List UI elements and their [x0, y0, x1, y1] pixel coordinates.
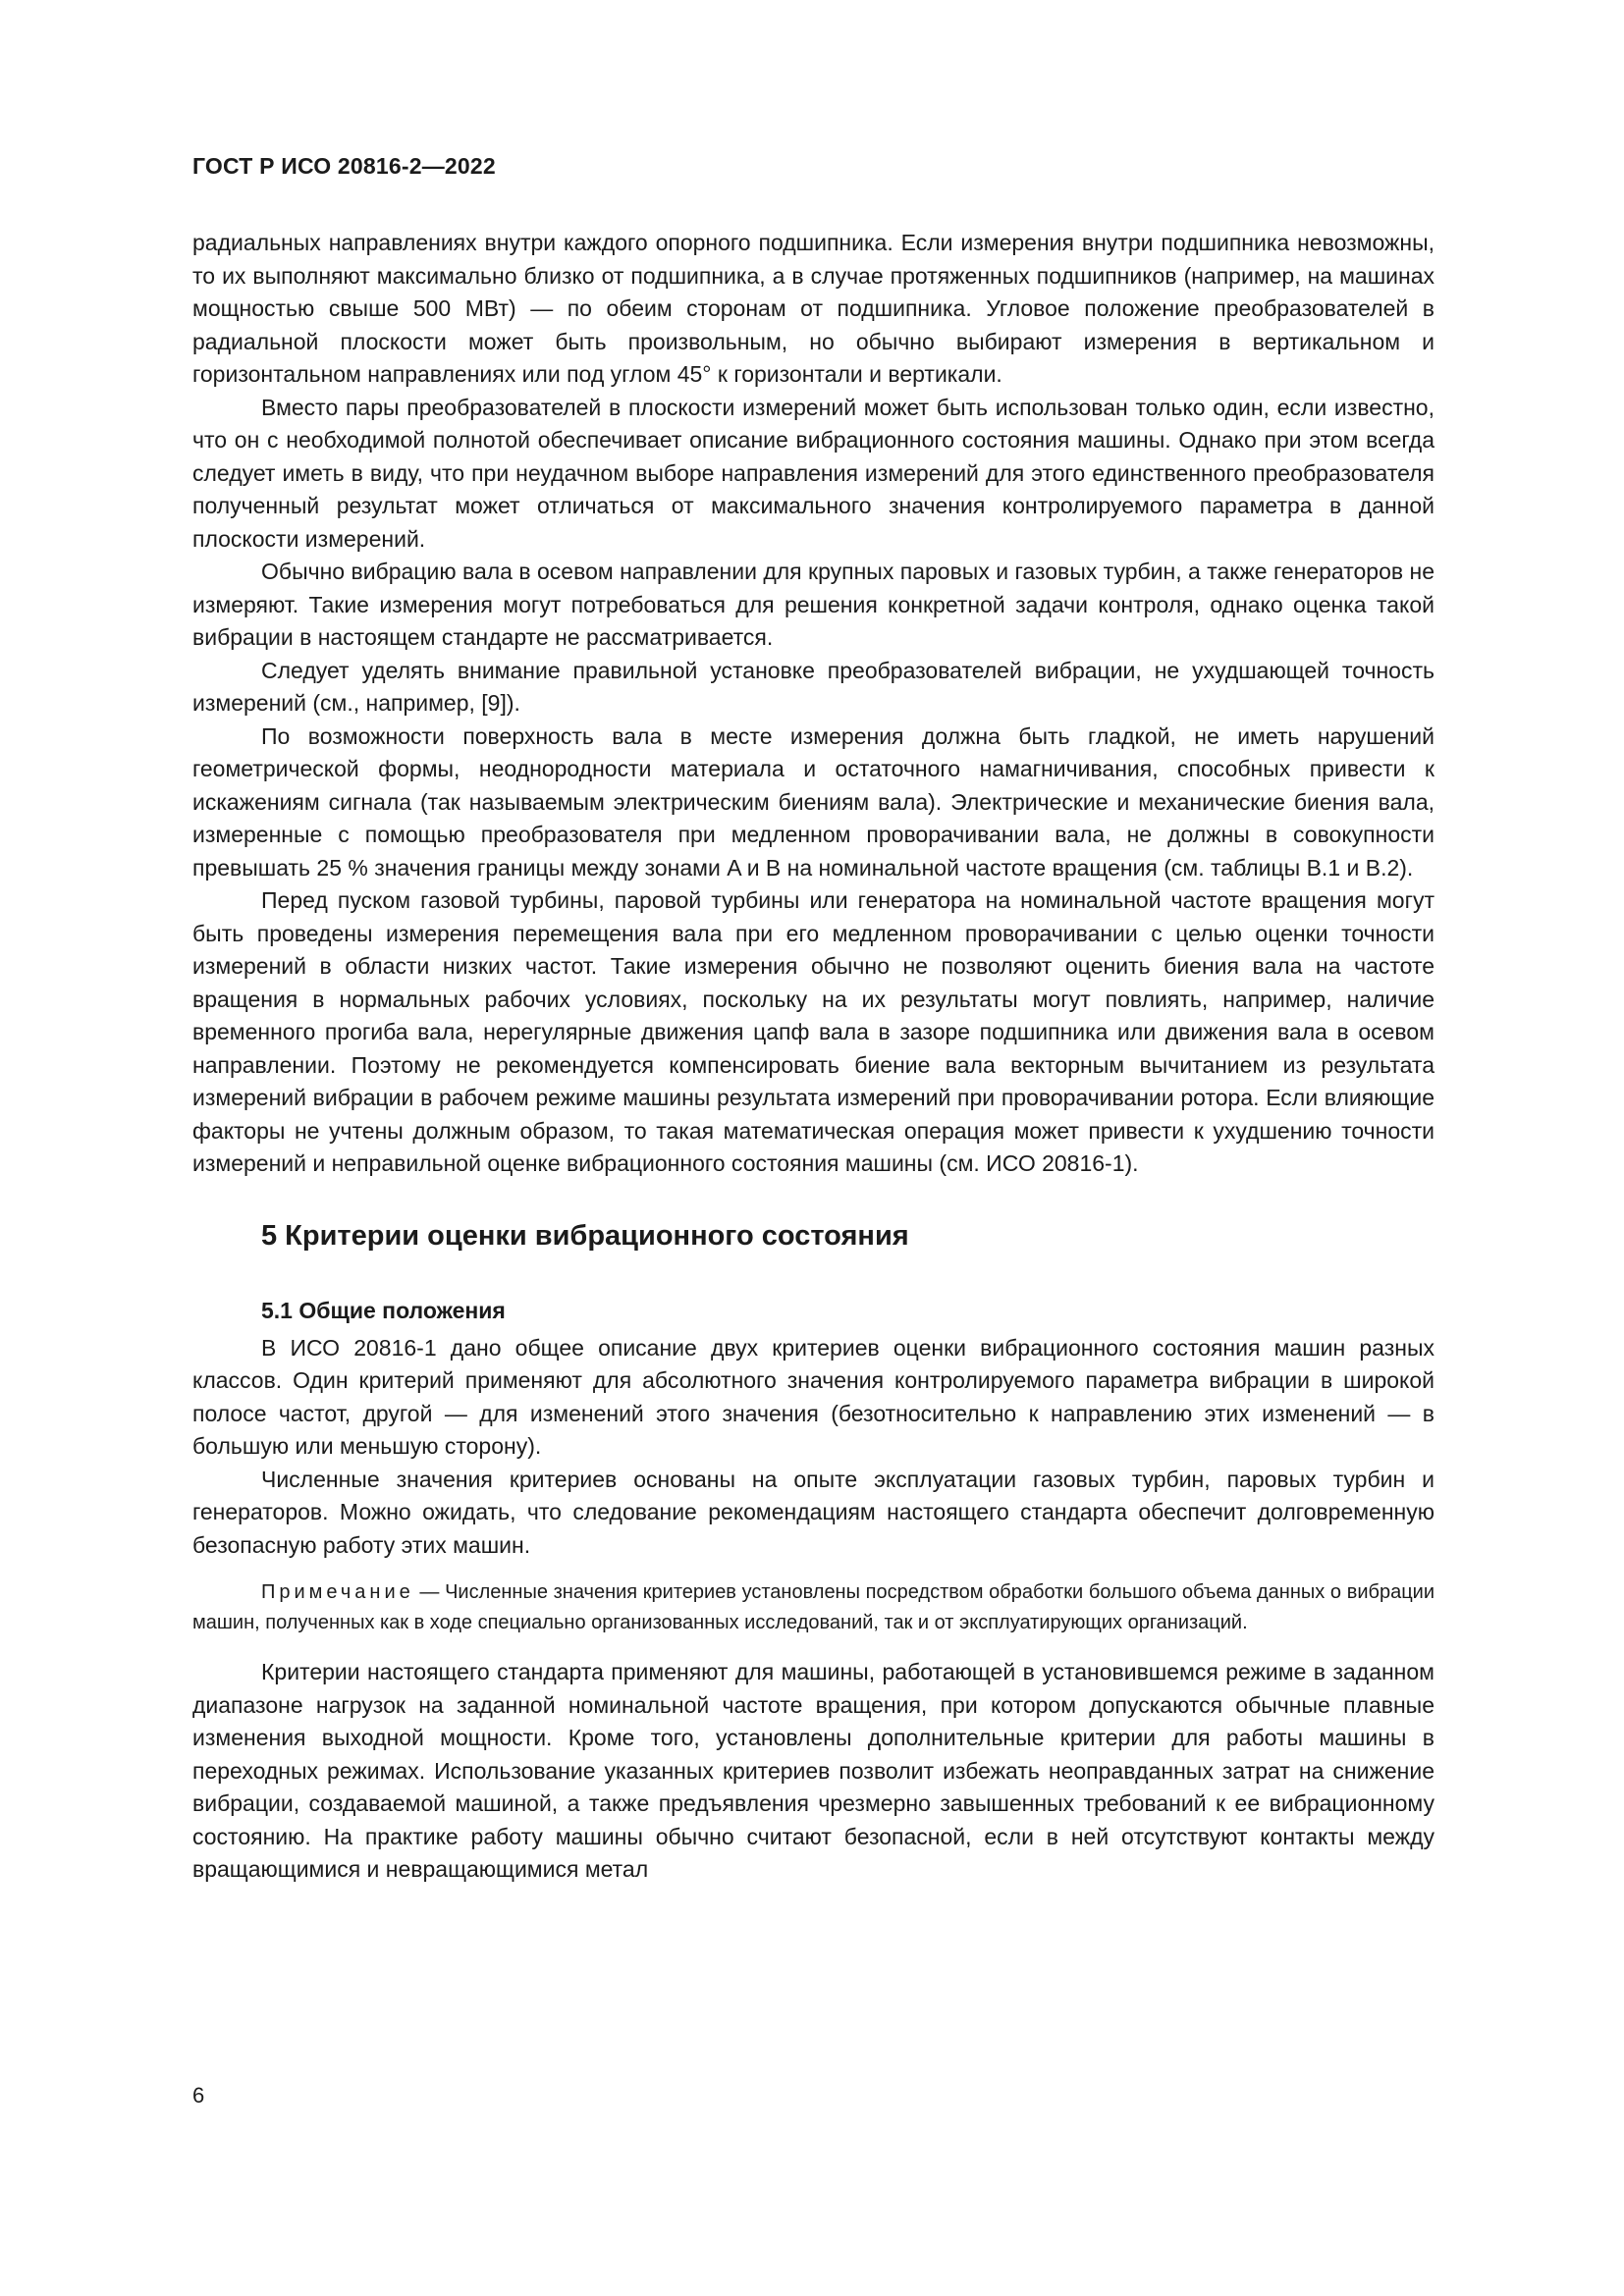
standard-code-header: ГОСТ Р ИСО 20816-2—2022: [192, 153, 496, 179]
page-number: 6: [192, 2083, 205, 2108]
paragraph: Следует уделять внимание правильной установке преобразователей вибрации, не ухудшающей точность измерений (см., например, [9]).: [192, 657, 1435, 716]
section-heading: 5 Критерии оценки вибрационного состояния: [261, 1219, 909, 1252]
paragraph: Обычно вибрацию вала в осевом направлении для крупных паровых и газовых турбин, а также генераторов не измеряют. Такие измерения могут потребоваться для решения конкретной задачи контроля, однако оценка такой вибрации в настоящем стандарте не рассматривается.: [192, 559, 1435, 650]
paragraph: Вместо пары преобразователей в плоскости измерений может быть использован только один, если известно, что он с необходимой полнотой обеспечивает описание вибрационного состояния машины. Однако при этом всегда следует иметь в виду, что при неудачном выборе направления измерений для этого единственного преобразователя полученный результат может отличаться от максимального значения контролируемого параметра в данной плоскости измерений.: [192, 394, 1435, 552]
note: [192, 1577, 1435, 1638]
paragraph: По возможности поверхность вала в месте измерения должна быть гладкой, не иметь нарушений геометрической формы, неоднородности материала и остаточного намагничивания, способных привести к искажениям сигнала (так называемым электрическим биениям вала). Электрические и механические биения вала, измеренные с помощью преобразователя при медленном проворачивании вала, не должны в совокупности превышать 25 % значения границы между зонами A и B на номинальной частоте вращения (см. таблицы B.1 и B.2).: [192, 722, 1435, 881]
body-text: [192, 227, 1435, 1887]
note-label: Примечание: [261, 1581, 414, 1603]
note-text: — Численные значения критериев установлены посредством обработки большого объема данных о вибрации машин, полученных как в ходе специально организованных исследований, так и от эксплуатирующих организаций.: [192, 1581, 1435, 1633]
subsection-heading: 5.1 Общие положения: [261, 1297, 506, 1323]
paragraph: радиальных направлениях внутри каждого опорного подшипника. Если измерения внутри подшипника невозможны, то их выполняют максимально близко от подшипника, а в случае протяженных подшипников (например, на машинах мощностью свыше 500 МВт) — по обеим сторонам от подшипника. Угловое положение преобразователей в радиальной плоскости может быть произвольным, но обычно выбирают измерения в вертикальном и горизонтальном направлениях или под углом 45° к горизонтали и вертикали.: [192, 230, 1435, 387]
paragraph: В ИСО 20816-1 дано общее описание двух критериев оценки вибрационного состояния машин разных классов. Один критерий применяют для абсолютного значения контролируемого параметра вибрации в широкой полосе частот, другой — для изменений этого значения (безотносительно к направлению этих изменений — в большую или меньшую сторону).: [192, 1334, 1435, 1459]
paragraph: Критерии настоящего стандарта применяют для машины, работающей в установившемся режиме в заданном диапазоне нагрузок на заданной номинальной частоте вращения, при котором допускаются обычные плавные изменения выходной мощности. Кроме того, установлены дополнительные критерии для работы машины в переходных режимах. Использование указанных критериев позволит избежать неоправданных затрат на снижение вибрации, создаваемой машиной, а также предъявления чрезмерно завышенных требований к ее вибрационному состоянию. На практике работу машины обычно считают безопасной, если в ней отсутствуют контакты между вращающимися и невращающимися метал: [192, 1659, 1435, 1882]
paragraph: Перед пуском газовой турбины, паровой турбины или генератора на номинальной частоте вращения могут быть проведены измерения перемещения вала при его медленном проворачивании с целью оценки точности измерений в области низких частот. Такие измерения обычно не позволяют оценить биения вала на частоте вращения в нормальных рабочих условиях, поскольку на их результаты могут повлиять, например, наличие временного прогиба вала, нерегулярные движения цапф вала в зазоре подшипника или движения вала в осевом направлении. Поэтому не рекомендуется компенсировать биение вала векторным вычитанием из результата измерений вибрации в рабочем режиме машины результата измерений при проворачивании ротора. Если влияющие факторы не учтены должным образом, то такая математическая операция может привести к ухудшению точности измерений и неправильной оценке вибрационного состояния машины (см. ИСО 20816-1).: [192, 887, 1435, 1176]
paragraph: Численные значения критериев основаны на опыте эксплуатации газовых турбин, паровых турбин и генераторов. Можно ожидать, что следование рекомендациям настоящего стандарта обеспечит долговременную безопасную работу этих машин.: [192, 1466, 1435, 1558]
